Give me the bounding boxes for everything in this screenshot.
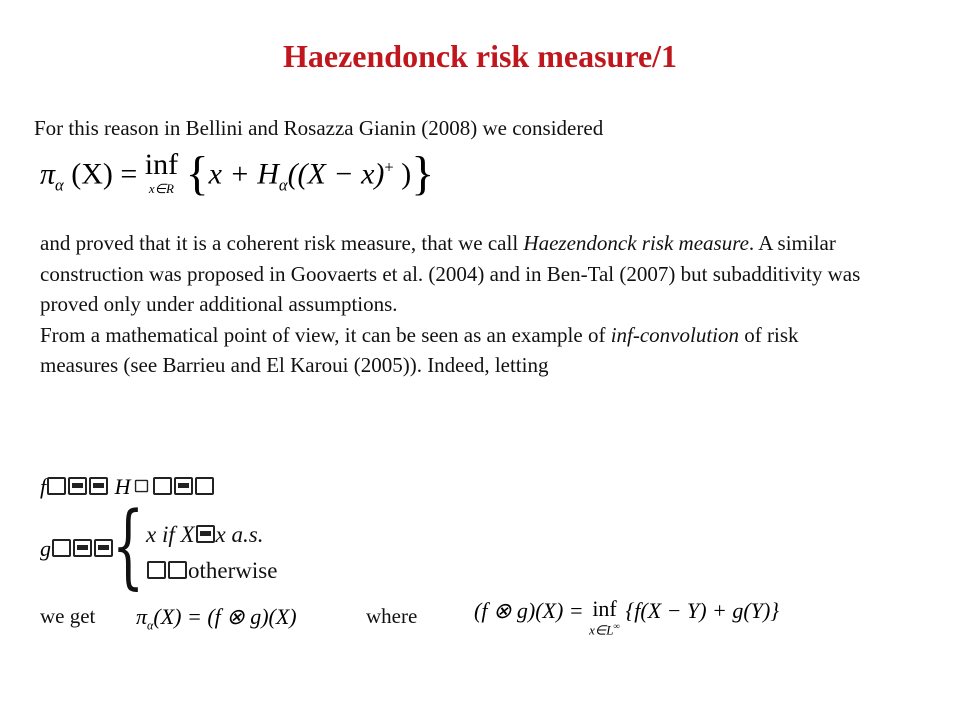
plus-superscript: + (384, 157, 394, 177)
inf-label-2: inf (592, 596, 617, 621)
inf-convolution-term: inf-convolution (610, 322, 740, 347)
pi-symbol: π (40, 157, 56, 191)
inf-operator-2 (589, 598, 620, 636)
paragraph-1 (40, 228, 870, 320)
alpha-subscript: α (55, 175, 64, 195)
we-get-label: we get (40, 604, 96, 628)
h-symbol-f: H (114, 474, 131, 499)
inf-limit-sup: ∞ (613, 621, 620, 631)
case-row-2 (146, 558, 277, 584)
formula-g-definition (40, 536, 114, 562)
conv-lhs: (f ⊗ g)(X) = (474, 598, 584, 623)
inf-label: inf (144, 148, 179, 181)
right-brace: } (411, 147, 435, 200)
equals-sign: = (120, 157, 138, 191)
where-label: where (366, 604, 418, 628)
close-paren: ) (401, 157, 412, 191)
case-1-tail: x a.s. (215, 522, 264, 547)
left-brace: { (185, 147, 209, 200)
missing-glyph-icon (68, 477, 87, 495)
alpha-subscript-2: α (147, 618, 154, 633)
formula-arg: (X) (71, 157, 113, 191)
conv-body: {f(X − Y) + g(Y)} (625, 598, 780, 623)
conv-expr: (X) = (f ⊗ g)(X) (153, 604, 297, 629)
formula-pi-equals-conv (136, 604, 297, 633)
missing-glyph-icon (89, 477, 108, 495)
intro-text: For this reason in Bellini and Rosazza Gianin (2008) we considered (34, 116, 604, 140)
missing-glyph-icon (168, 561, 187, 579)
inf-operator (145, 150, 178, 195)
missing-glyph-icon (52, 539, 71, 557)
g-symbol: g (40, 536, 51, 561)
inf-limit-text: x∈L (589, 622, 614, 638)
formula-haezendonck (40, 147, 435, 200)
body-text-1: and proved that it is a coherent risk measure, that we call (40, 231, 524, 255)
paragraph-2 (40, 320, 870, 381)
pi-symbol-2: π (136, 604, 148, 629)
missing-glyph-icon (153, 477, 172, 495)
missing-glyph-icon (196, 525, 215, 543)
case-row-1 (146, 522, 263, 548)
missing-glyph-icon (147, 561, 166, 579)
inf-limit: x∈R (148, 181, 174, 196)
slide-title: Haezendonck risk measure/1 (282, 38, 678, 74)
h-alpha-subscript: α (278, 175, 288, 195)
missing-glyph-icon (134, 480, 147, 493)
inf-limit-2 (589, 622, 620, 636)
body-text-2: . A similar construction was proposed in Goovaerts et al. (2004) and in Ben-Tal (2007) but subadditivity was proved only under additional assumptions. (40, 231, 861, 316)
case-2-text: otherwise (188, 558, 278, 583)
f-symbol: f (40, 474, 47, 499)
body-text-3: From a mathematical point of view, it can be seen as an example of (40, 322, 611, 347)
h-symbol: H (257, 157, 279, 191)
missing-glyph-icon (174, 477, 193, 495)
missing-glyph-icon (73, 539, 92, 557)
g-cases (112, 492, 312, 599)
inner-expr: ((X − x) (287, 157, 385, 191)
x-plus: x + (208, 157, 250, 191)
missing-glyph-icon (94, 539, 113, 557)
formula-inf-convolution (474, 598, 779, 636)
body-text-4: of risk measures (see Barrieu and El Karoui (2005)). Indeed, letting (40, 322, 799, 377)
haezendonck-term: Haezendonck risk measure (523, 231, 749, 255)
body-paragraph (40, 228, 870, 381)
missing-glyph-icon (47, 477, 66, 495)
missing-glyph-icon (195, 477, 214, 495)
cases-brace: { (112, 492, 145, 599)
case-1-text: x if X (146, 522, 195, 547)
